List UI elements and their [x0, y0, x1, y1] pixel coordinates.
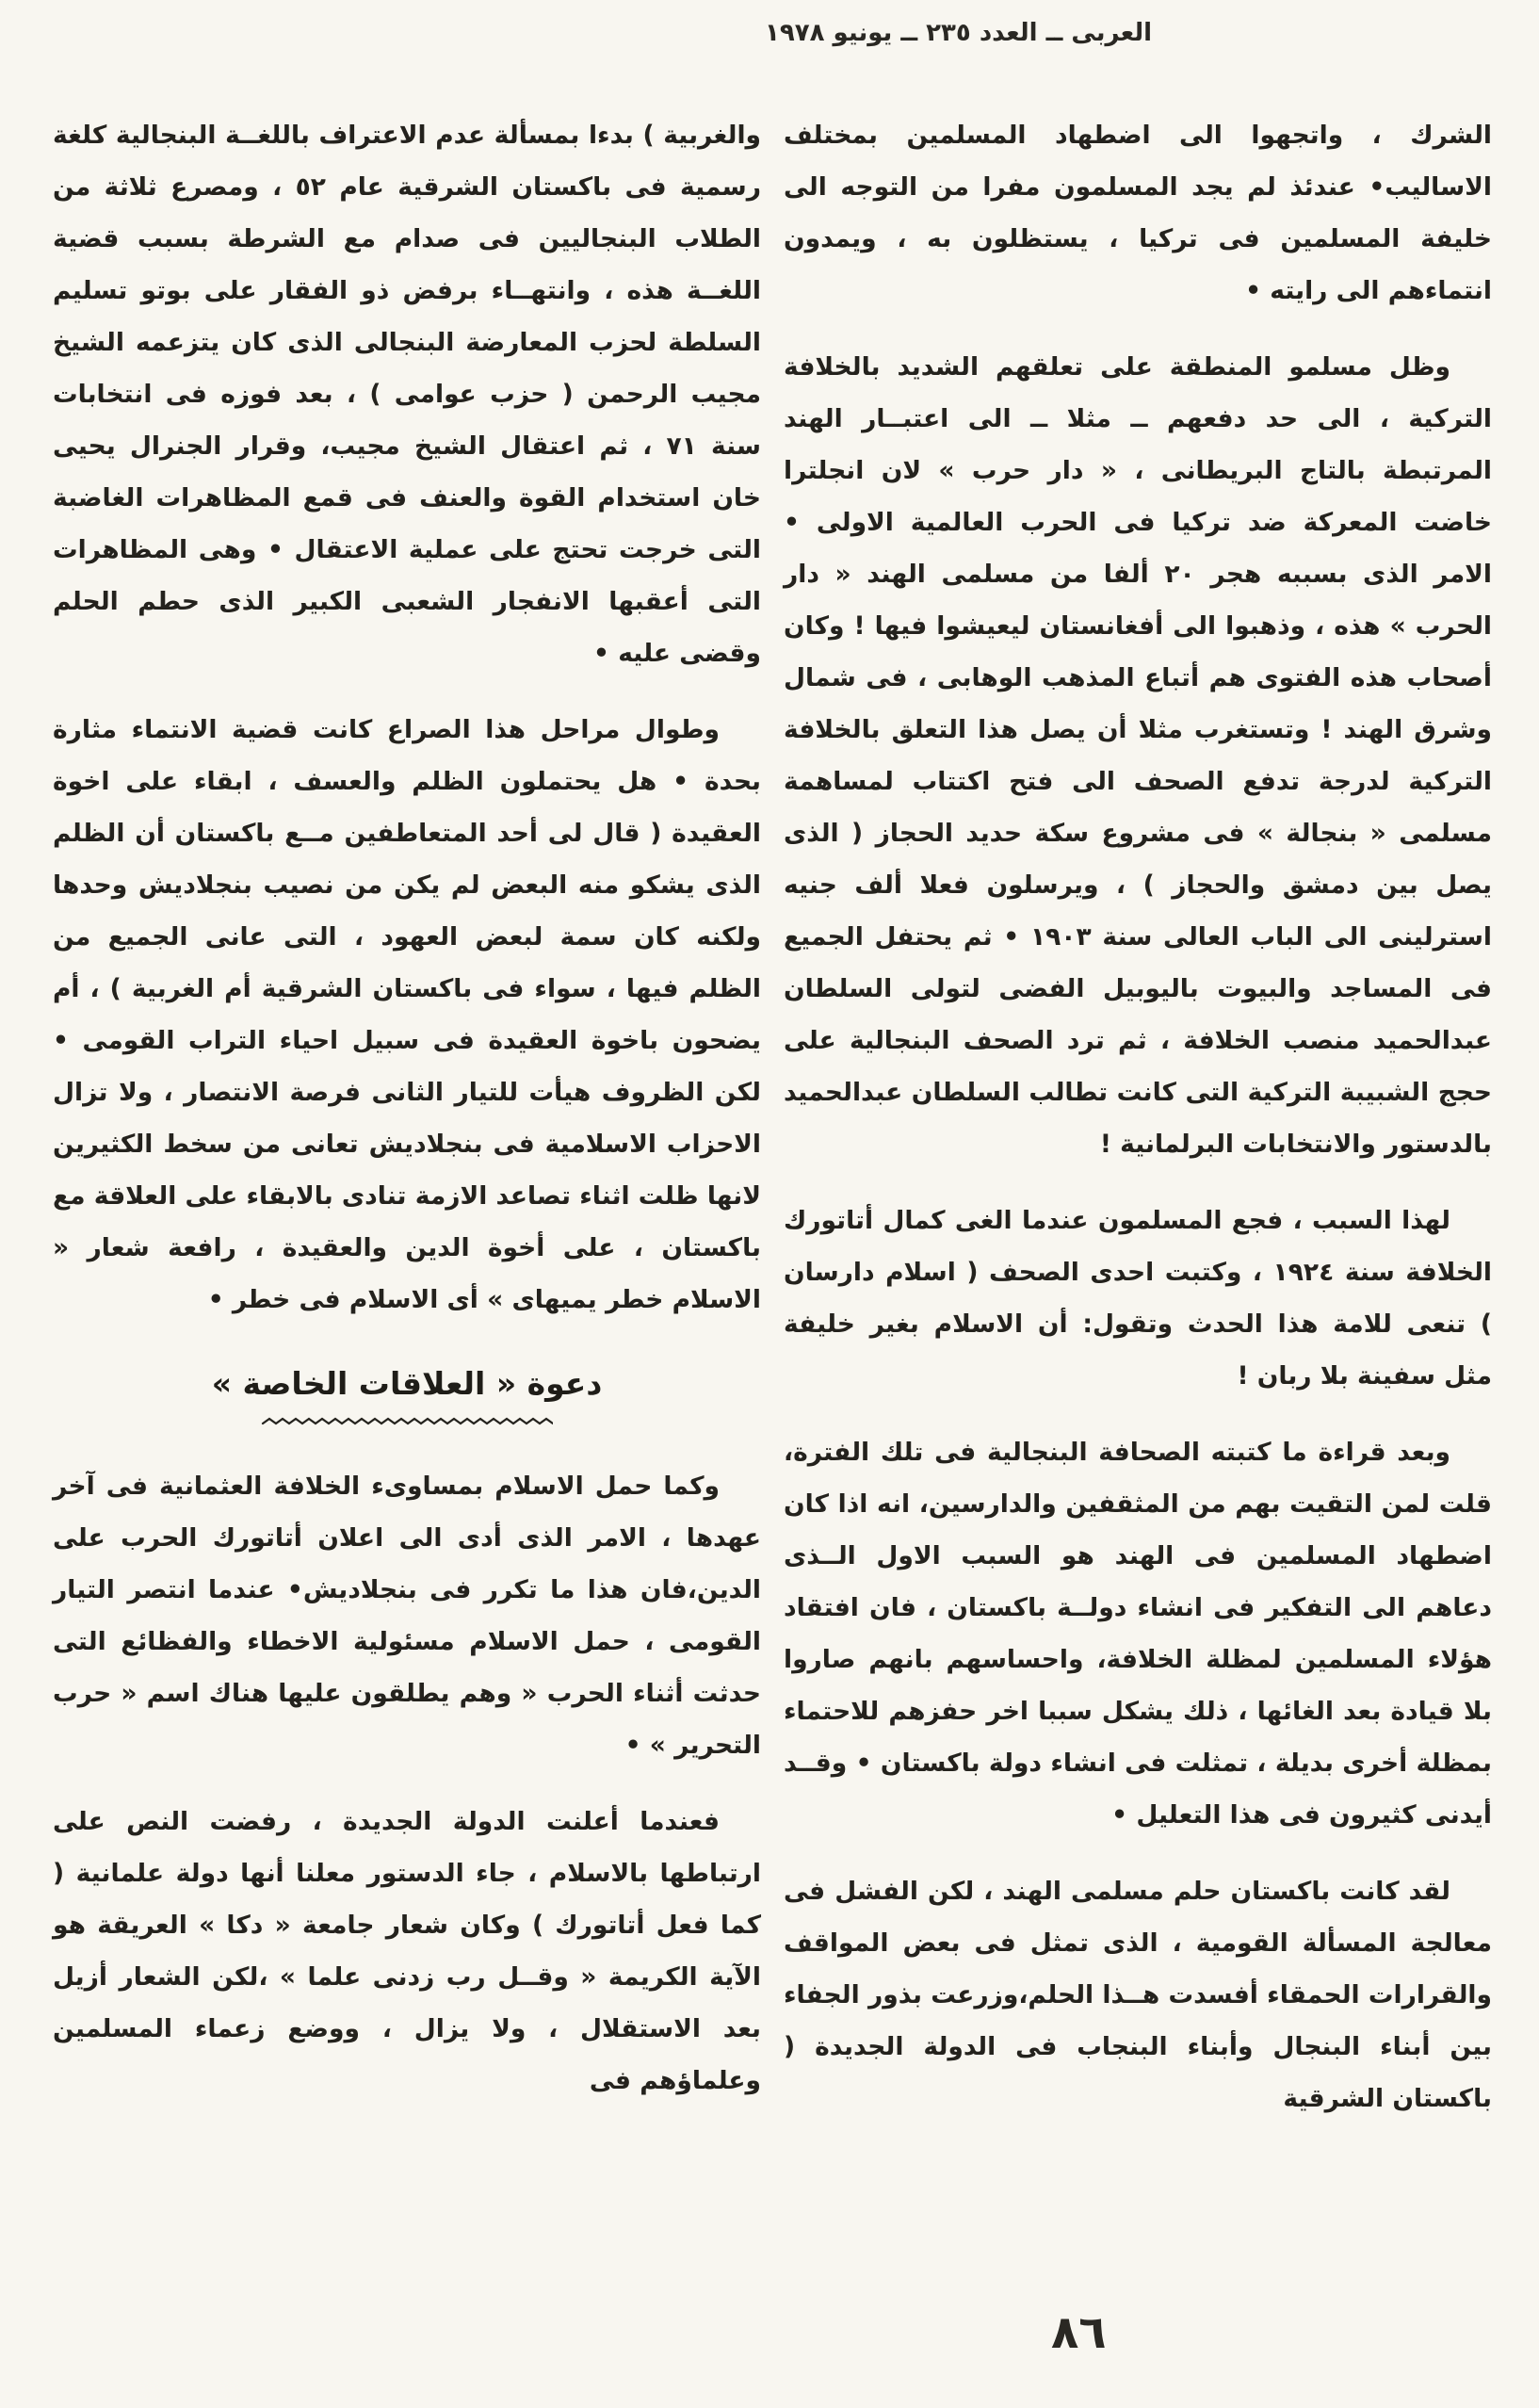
paragraph: وبعد قراءة ما كتبته الصحافة البنجالية فى تلك الفترة، قلت لمن التقيت بهم من المثقفين والدارسين، انه اذا كان اضطهاد المسلمين فى الهند هو السبب الاول الــذى دعاهم الى التفكير فى انشاء دولــة باكستان ، فان افتقاد هؤلاء المسلمين لمظلة الخلافة، واحساسهم بانهم صاروا بلا قيادة بعد الغائها ، ذلك يشكل سببا اخر حفزهم للاحتماء بمظلة أخرى بديلة ، تمثلت فى انشاء دولة باكستان • وقــد أيدنى كثيرون فى هذا التعليل • [784, 1438, 1492, 1830]
paragraph: وكما حمل الاسلام بمساوىء الخلافة العثمانية فى آخر عهدها ، الامر الذى أدى الى اعلان أتاتورك الحرب على الدين،فان هذا ما تكرر فى بنجلاديش• عندما انتصر التيار القومى ، حمل الاسلام مسئولية الاخطاء والفظائع التى حدثت أثناء الحرب « وهم يطلقون عليها هناك اسم « حرب التحرير » • [53, 1472, 761, 1760]
column-right [784, 109, 1492, 2124]
paragraph: لقد كانت باكستان حلم مسلمى الهند ، لكن الفشل فى معالجة المسألة القومية ، الذى تمثل فى بعض المواقف والقرارات الحمقاء أفسدت هــذا الحلم،وزرعت بذور الجفاء بين أبناء البنجال وأبناء البنجاب فى الدولة الجديدة ( باكستان الشرقية [784, 1877, 1492, 2113]
paragraph: فعندما أعلنت الدولة الجديدة ، رفضت النص على ارتباطها بالاسلام ، جاء الدستور معلنا أنها دولة علمانية ( كما فعل أتاتورك ) وكان شعار جامعة « دكا » العريقة هو الآية الكريمة « وقــل رب زدنى علما » ،لكن الشعار أزيل بعد الاستقلال ، ولا يزال ، ووضع زعماء المسلمين وعلماؤهم فى [53, 1807, 761, 2095]
column-left [53, 109, 761, 2107]
wavy-rule-decoration [261, 1415, 553, 1428]
section-heading: دعوة « العلاقات الخاصة » [211, 1365, 603, 1402]
page-number: ٨٦ [1051, 2306, 1107, 2359]
paragraph: الشرك ، واتجهوا الى اضطهاد المسلمين بمختلف الاساليب• عندئذ لم يجد المسلمون مفرا من التوجه الى خليفة المسلمين فى تركيا ، يستظلون به ، ويمدون انتماءهم الى رايته • [784, 121, 1492, 305]
paragraph: وظل مسلمو المنطقة على تعلقهم الشديد بالخلافة التركية ، الى حد دفعهم ــ مثلا ــ الى اعتبــار الهند المرتبطة بالتاج البريطانى ، « دار حرب » لان انجلترا خاضت المعركة ضد تركيا فى الحرب العالمية الاولى • الامر الذى بسببه هجر ٢٠ ألفا من مسلمى الهند « دار الحرب » هذه ، وذهبوا الى أفغانستان ليعيشوا فيها ! وكان أصحاب هذه الفتوى هم أتباع المذهب الوهابى ، فى شمال وشرق الهند ! وتستغرب مثلا أن يصل هذا التعلق بالخلافة التركية لدرجة تدفع الصحف الى فتح اكتتاب لمساهمة مسلمى « بنجالة » فى مشروع سكة حديد الحجاز ( الذى يصل بين دمشق والحجاز ) ، ويرسلون فعلا ألف جنيه استرلينى الى الباب العالى سنة ١٩٠٣ • ثم يحتفل الجميع فى المساجد والبيوت باليوبيل الفضى لتولى السلطان عبدالحميد منصب الخلافة ، ثم ترد الصحف البنجالية على حجج الشبيبة التركية التى كانت تطالب السلطان عبدالحميد بالدستور والانتخابات البرلمانية ! [784, 352, 1493, 1159]
paragraph: وطوال مراحل هذا الصراع كانت قضية الانتماء مثارة بحدة • هل يحتملون الظلم والعسف ، ابقاء على اخوة العقيدة ( قال لى أحد المتعاطفين مــع باكستان أن الظلم الذى يشكو منه البعض لم يكن من نصيب بنجلاديش وحدها ولكنه كان سمة لبعض العهود ، التى عانى الجميع من الظلم فيها ، سواء فى باكستان الشرقية أم الغربية ) ، أم يضحون باخوة العقيدة فى سبيل احياء التراب القومى • لكن الظروف هيأت للتيار الثانى فرصة الانتصار ، ولا تزال الاحزاب الاسلامية فى بنجلاديش تعانى من سخط الكثيرين لانها ظلت اثناء تصاعد الازمة تنادى بالابقاء على العلاقة مع باكستان ، على أخوة الدين والعقيدة ، رافعة شعار « الاسلام خطر يميهاى » أى الاسلام فى خطر • [53, 715, 761, 1314]
issue-header: العربى ــ العدد ٢٣٥ ــ يونيو ١٩٧٨ [765, 19, 1152, 47]
paragraph: لهذا السبب ، فجع المسلمون عندما الغى كمال أتاتورك الخلافة سنة ١٩٢٤ ، وكتبت احدى الصحف ( اسلام دارسان ) تنعى للامة هذا الحدث وتقول: أن الاسلام بغير خليفة مثل سفينة بلا ربان ! [784, 1206, 1493, 1391]
paragraph: والغربية ) بدءا بمسألة عدم الاعتراف باللغــة البنجالية كلغة رسمية فى باكستان الشرقية عام ٥٢ ، ومصرع ثلاثة من الطلاب البنجاليين فى صدام مع الشرطة بسبب قضية اللغــة هذه ، وانتهــاء برفض ذو الفقار على بوتو تسليم السلطة لحزب المعارضة البنجالى الذى كان يتزعمه الشيخ مجيب الرحمن ( حزب عوامى ) ، بعد فوزه فى انتخابات سنة ٧١ ، ثم اعتقال الشيخ مجيب، وقرار الجنرال يحيى خان استخدام القوة والعنف فى قمع المظاهرات الغاضبة التى خرجت تحتج على عملية الاعتقال • وهى المظاهرات التى أعقبها الانفجار الشعبى الكبير الذى حطم الحلم وقضى عليه • [53, 121, 762, 668]
